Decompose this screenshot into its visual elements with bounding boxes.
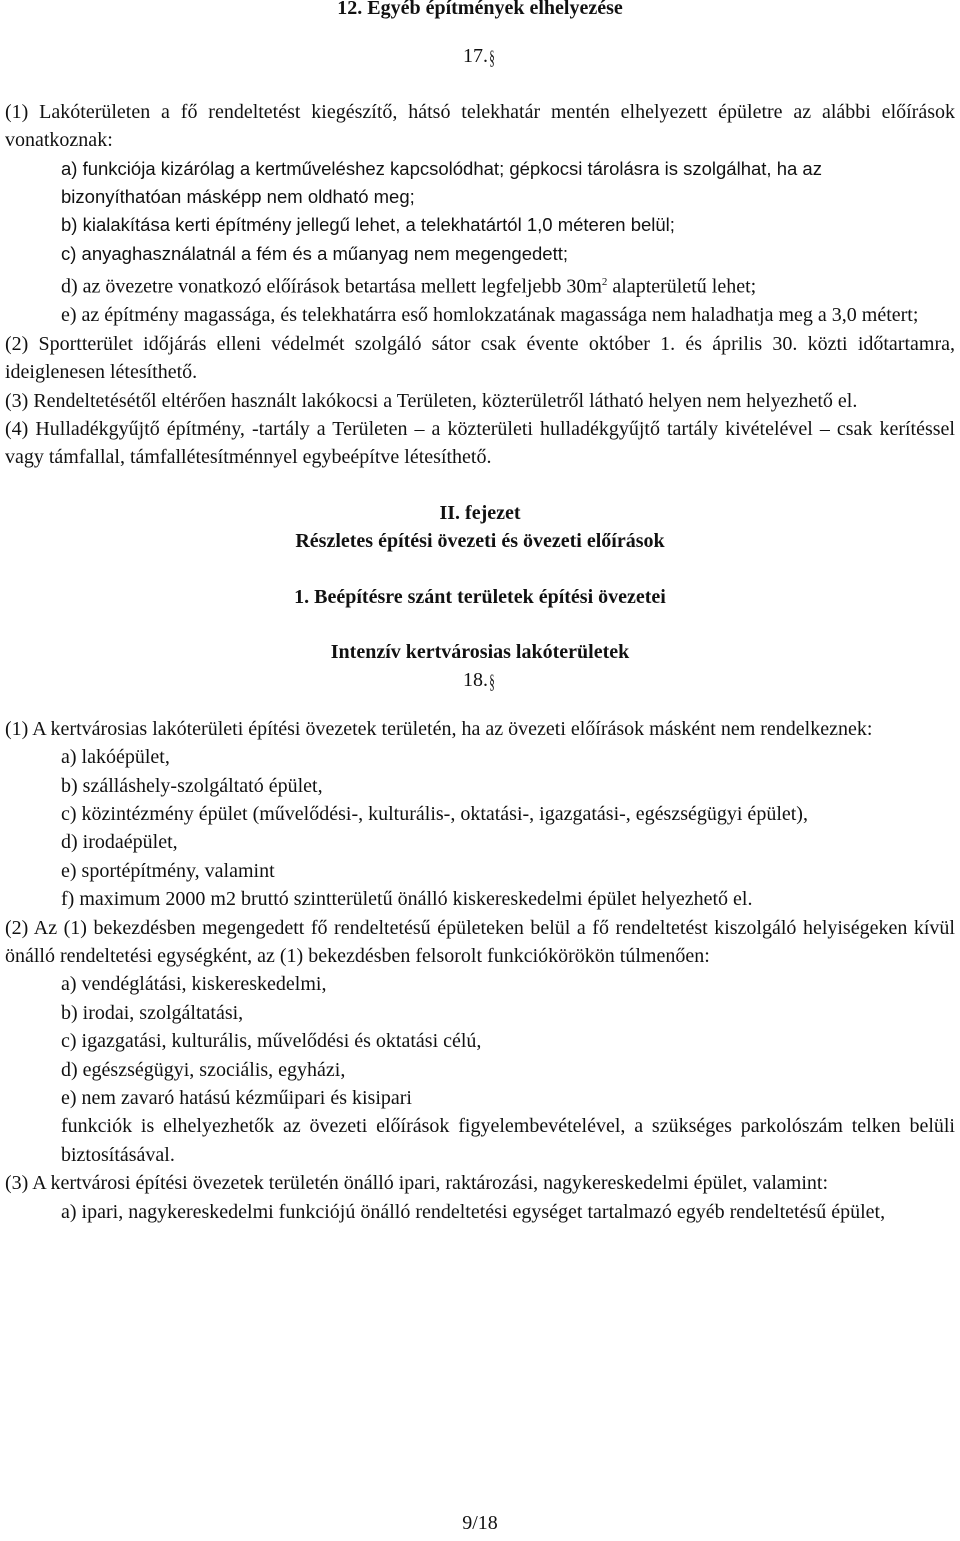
list-item: b) irodai, szolgáltatási, — [61, 1001, 244, 1024]
para17-p1-c: c) anyaghasználatnál a fém és a műanyag nem megengedett; — [61, 242, 569, 264]
list-item: d) egészségügyi, szociális, egyházi, — [61, 1058, 346, 1081]
list-item: d) irodaépület, — [61, 831, 178, 854]
para17-p1-d-text: d) az övezetre vonatkozó előírások betartása mellett legfeljebb 30m — [61, 275, 602, 298]
para17-p3: (3) Rendeltetésétől eltérően használt lakókocsi a Területen, közterületről látható helyen nem helyezhető el. — [5, 389, 858, 412]
chapter-label: II. fejezet — [439, 501, 521, 524]
subchapter-heading: 1. Beépítésre szánt területek építési övezetei — [294, 585, 666, 608]
para18-p1-intro: (1) A kertvárosias lakóterületi építési övezetek területén, ha az övezeti előírások másként nem rendelkeznek: — [5, 717, 873, 740]
para17-p1-b: b) kialakítása kerti építmény jellegű lehet, a telekhatártól 1,0 méteren belül; — [61, 214, 675, 236]
para17-p1-a-line2: bizonyíthatóan másképp nem oldható meg; — [61, 186, 415, 208]
section-number: 18. § — [463, 669, 497, 691]
paragraph-number-17 — [5, 42, 955, 70]
superscript: 2 — [601, 276, 608, 289]
paragraph-number-18 — [5, 666, 955, 694]
page-number: 9/18 — [462, 1512, 498, 1534]
para18-p3-intro: (3) A kertvárosi építési övezetek területén önálló ipari, raktározási, nagykereskedelmi épület, valamint: — [5, 1172, 829, 1195]
list-item: b) szálláshely-szolgáltató épület, — [61, 774, 323, 797]
list-item: a) vendéglátási, kiskereskedelmi, — [61, 973, 327, 996]
para17-p1-a-line1: a) funkciója kizárólag a kertműveléshez kapcsolódhat; gépkocsi tárolásra is szolgálhat, ha az — [61, 157, 822, 179]
para17-p1-intro: (1) Lakóterületen a fő rendeltetést kiegészítő, hátsó telekhatár mentén elhelyezett épületre az alábbi előírások vonatkoznak: — [5, 100, 955, 152]
document-page — [5, 0, 955, 1226]
para18-p2-outro: funkciók is elhelyezhetők az övezeti előírások figyelembevételével, a szükséges parkolószám telken belüli biztosításával. — [61, 1115, 955, 1166]
para17-p1-d-text-end: alapterületű lehet; — [607, 275, 757, 298]
para17-p1-d — [5, 268, 955, 301]
para17-p2: (2) Sportterület időjárás elleni védelmét szolgáló sátor csak évente október 1. és április 30. közti időtartamra, ideiglenesen létesíthető. — [5, 332, 955, 384]
para18-p3-a: a) ipari, nagykereskedelmi funkciójú önálló rendeltetési egységet tartalmazó egyéb rendeltetésű épület, — [61, 1200, 886, 1223]
list-item: c) közintézmény épület (művelődési-, kulturális-, oktatási-, igazgatási-, egészségügyi épület), — [61, 803, 808, 825]
para18-p2-intro: (2) Az (1) bekezdésben megengedett fő rendeltetésű épületeken belül a fő rendeltetést kiszolgáló helyiségeken kívül önálló rendeltetési egységként, az (1) bekezdésben felsorolt funkciókörökön túlmenően: — [5, 916, 955, 968]
list-item: e) nem zavaró hatású kézműipari és kisipari — [61, 1087, 412, 1110]
list-item: c) igazgatási, kulturális, művelődési és oktatási célú, — [61, 1030, 482, 1053]
chapter-title: Részletes építési övezeti és övezeti előírások — [295, 530, 665, 553]
zone-heading: Intenzív kertvárosias lakóterületek — [330, 640, 630, 663]
section-number: 17. § — [463, 45, 497, 67]
section-heading-12: 12. Egyéb építmények elhelyezése — [337, 0, 623, 19]
para17-p4: (4) Hulladékgyűjtő építmény, -tartály a Területen – a közterületi hulladékgyűjtő tartály kivételével – csak kerítéssel vagy támfallal, támfallétesítménnyel egybeépítve létesíthető. — [5, 417, 955, 469]
list-item: f) maximum 2000 m2 bruttó szintterületű önálló kiskereskedelmi épület helyezhető el. — [61, 888, 753, 911]
list-item: e) sportépítmény, valamint — [61, 859, 275, 882]
list-item: a) lakóépület, — [61, 746, 170, 769]
para17-p1-e: e) az építmény magassága, és telekhatárra eső homlokzatának magassága nem haladhatja meg a 3,0 métert; — [61, 304, 919, 327]
